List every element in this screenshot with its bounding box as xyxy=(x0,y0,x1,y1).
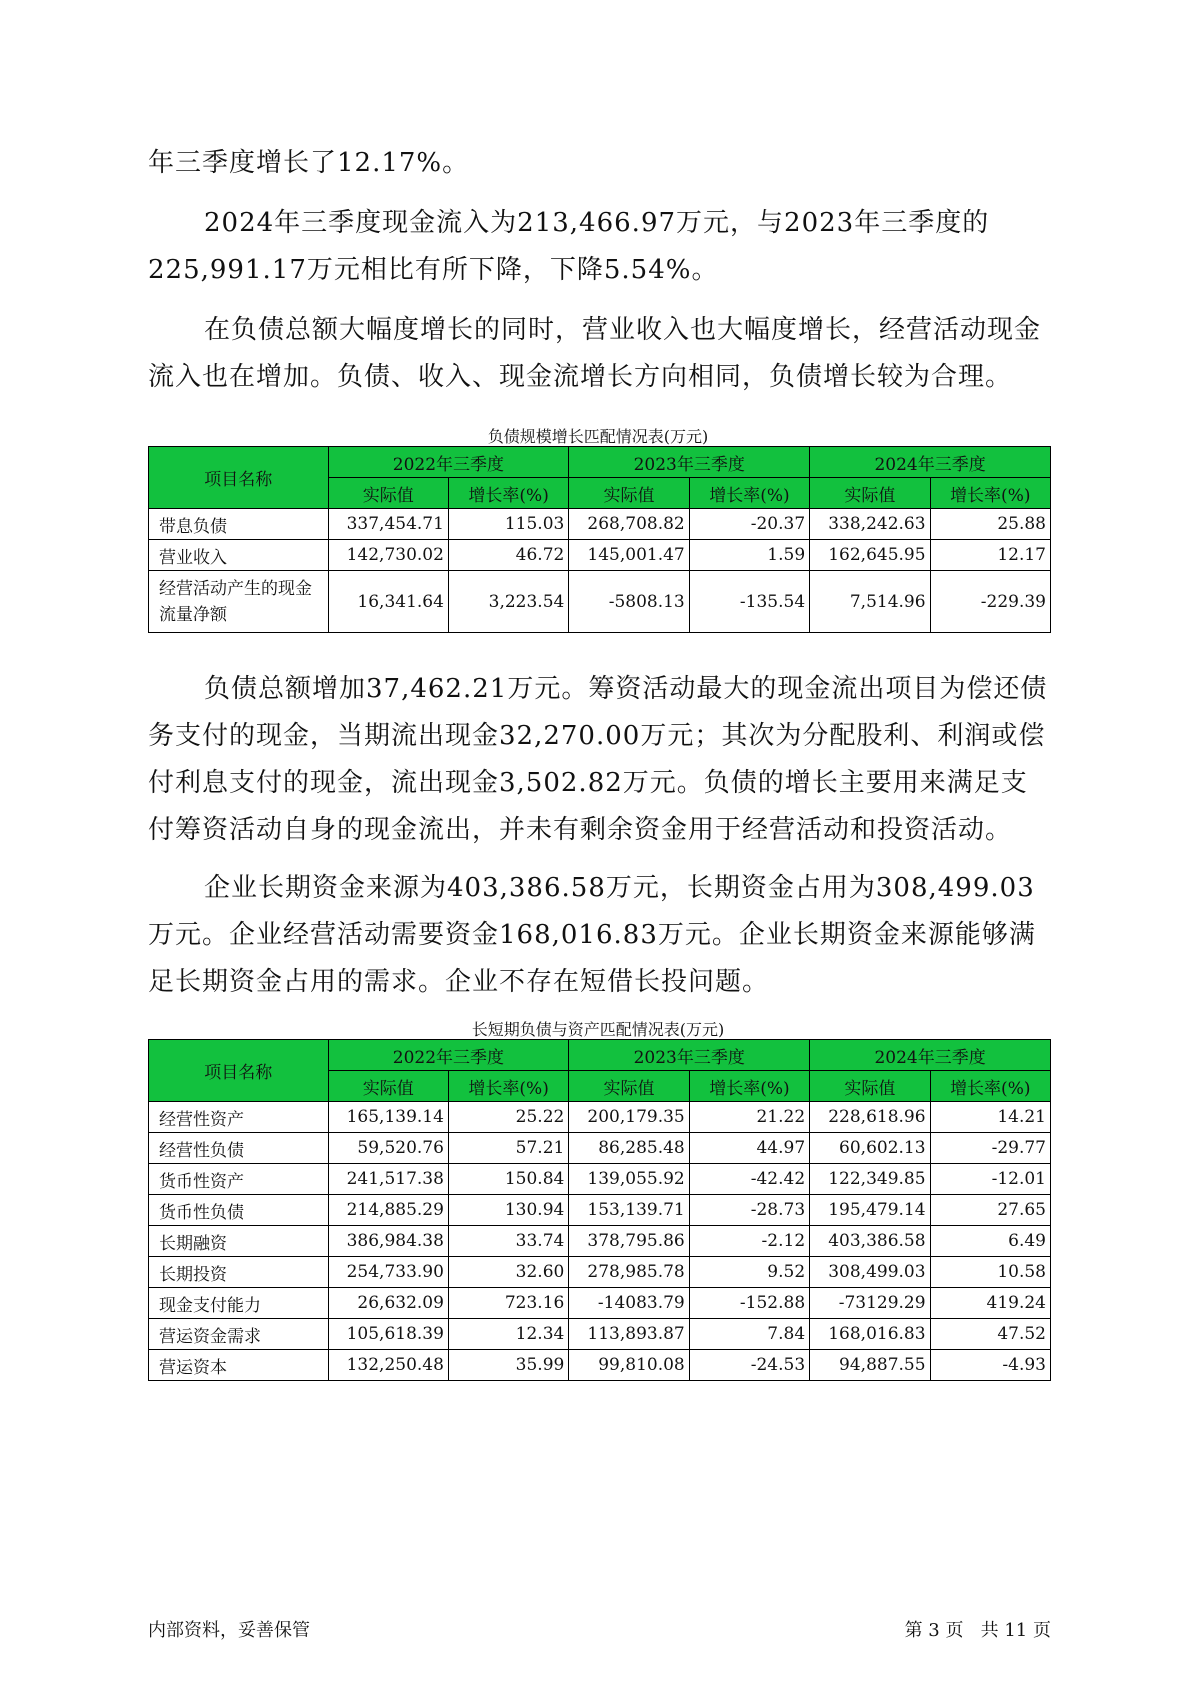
table1-caption: 负债规模增长匹配情况表(万元) xyxy=(487,427,709,446)
table2-caption: 长短期负债与资产匹配情况表(万元) xyxy=(471,1020,725,1039)
table-row xyxy=(149,1257,1051,1288)
cell-actual-value: 139,055.92 xyxy=(569,1164,689,1195)
header-growth-rate: 增长率(%) xyxy=(930,1071,1050,1102)
cell-actual-value: 16,341.64 xyxy=(328,571,448,633)
header-period-2024: 2024年三季度 xyxy=(810,447,1051,478)
table-row xyxy=(149,1319,1051,1350)
cell-actual-value: 308,499.03 xyxy=(810,1257,930,1288)
header-item-name: 项目名称 xyxy=(149,447,329,509)
header-period-2022: 2022年三季度 xyxy=(328,447,569,478)
cell-growth-rate: -42.42 xyxy=(689,1164,809,1195)
header-growth-rate: 增长率(%) xyxy=(448,1071,568,1102)
header-item-name: 项目名称 xyxy=(149,1040,329,1102)
paragraph-2: 2024年三季度现金流入为213,466.97万元，与2023年三季度的225,991.17万元相比有所下降，下降5.54%。 xyxy=(148,208,990,285)
paragraph-1: 年三季度增长了12.17%。 xyxy=(148,148,470,178)
cell-growth-rate: 57.21 xyxy=(448,1133,568,1164)
cell-actual-value: 228,618.96 xyxy=(810,1102,930,1133)
cell-actual-value: -14083.79 xyxy=(569,1288,689,1319)
header-actual-value: 实际值 xyxy=(810,478,930,509)
cell-actual-value: 142,730.02 xyxy=(328,540,448,571)
table-row xyxy=(149,1288,1051,1319)
header-period-2022: 2022年三季度 xyxy=(328,1040,569,1071)
row-item-name: 现金支付能力 xyxy=(149,1288,329,1319)
cell-actual-value: 99,810.08 xyxy=(569,1350,689,1381)
table-row xyxy=(149,1164,1051,1195)
cell-actual-value: 59,520.76 xyxy=(328,1133,448,1164)
cell-actual-value: 94,887.55 xyxy=(810,1350,930,1381)
cell-actual-value: 278,985.78 xyxy=(569,1257,689,1288)
cell-actual-value: 195,479.14 xyxy=(810,1195,930,1226)
cell-actual-value: 403,386.58 xyxy=(810,1226,930,1257)
cell-growth-rate: 419.24 xyxy=(930,1288,1050,1319)
cell-growth-rate: 7.84 xyxy=(689,1319,809,1350)
cell-growth-rate: 130.94 xyxy=(448,1195,568,1226)
cell-actual-value: 165,139.14 xyxy=(328,1102,448,1133)
row-item-name: 货币性资产 xyxy=(149,1164,329,1195)
cell-growth-rate: 9.52 xyxy=(689,1257,809,1288)
cell-actual-value: 268,708.82 xyxy=(569,509,689,540)
cell-actual-value: 105,618.39 xyxy=(328,1319,448,1350)
table-row xyxy=(149,571,1051,633)
cell-actual-value: 337,454.71 xyxy=(328,509,448,540)
row-item-name: 长期投资 xyxy=(149,1257,329,1288)
cell-actual-value: -5808.13 xyxy=(569,571,689,633)
header-actual-value: 实际值 xyxy=(328,478,448,509)
header-actual-value: 实际值 xyxy=(569,1071,689,1102)
cell-growth-rate: 46.72 xyxy=(448,540,568,571)
cell-growth-rate: -24.53 xyxy=(689,1350,809,1381)
cell-growth-rate: 12.34 xyxy=(448,1319,568,1350)
cell-actual-value: 86,285.48 xyxy=(569,1133,689,1164)
cell-growth-rate: 25.22 xyxy=(448,1102,568,1133)
cell-growth-rate: -29.77 xyxy=(930,1133,1050,1164)
cell-actual-value: 7,514.96 xyxy=(810,571,930,633)
cell-growth-rate: 10.58 xyxy=(930,1257,1050,1288)
table-row xyxy=(149,540,1051,571)
cell-growth-rate: -2.12 xyxy=(689,1226,809,1257)
paragraph-3: 在负债总额大幅度增长的同时，营业收入也大幅度增长，经营活动现金流入也在增加。负债、收入、现金流增长方向相同，负债增长较为合理。 xyxy=(148,315,1042,392)
header-period-2023: 2023年三季度 xyxy=(569,447,810,478)
cell-growth-rate: -4.93 xyxy=(930,1350,1050,1381)
cell-actual-value: 338,242.63 xyxy=(810,509,930,540)
header-growth-rate: 增长率(%) xyxy=(930,478,1050,509)
cell-actual-value: -73129.29 xyxy=(810,1288,930,1319)
cell-actual-value: 168,016.83 xyxy=(810,1319,930,1350)
row-item-name: 营业收入 xyxy=(149,540,329,571)
cell-actual-value: 122,349.85 xyxy=(810,1164,930,1195)
header-actual-value: 实际值 xyxy=(569,478,689,509)
header-growth-rate: 增长率(%) xyxy=(448,478,568,509)
cell-growth-rate: 12.17 xyxy=(930,540,1050,571)
header-period-2023: 2023年三季度 xyxy=(569,1040,810,1071)
row-item-name: 营运资本 xyxy=(149,1350,329,1381)
table-row xyxy=(149,1102,1051,1133)
cell-growth-rate: 33.74 xyxy=(448,1226,568,1257)
footer-page-number: 第 3 页 共 11 页 xyxy=(904,1620,1051,1641)
long-short-match-table xyxy=(148,1039,1051,1381)
cell-growth-rate: 47.52 xyxy=(930,1319,1050,1350)
cell-actual-value: 241,517.38 xyxy=(328,1164,448,1195)
cell-actual-value: 214,885.29 xyxy=(328,1195,448,1226)
cell-actual-value: 386,984.38 xyxy=(328,1226,448,1257)
cell-actual-value: 113,893.87 xyxy=(569,1319,689,1350)
header-actual-value: 实际值 xyxy=(328,1071,448,1102)
header-actual-value: 实际值 xyxy=(810,1071,930,1102)
cell-growth-rate: 1.59 xyxy=(689,540,809,571)
cell-growth-rate: 25.88 xyxy=(930,509,1050,540)
cell-growth-rate: 21.22 xyxy=(689,1102,809,1133)
cell-growth-rate: 32.60 xyxy=(448,1257,568,1288)
cell-growth-rate: -229.39 xyxy=(930,571,1050,633)
row-item-name: 长期融资 xyxy=(149,1226,329,1257)
paragraph-4: 负债总额增加37,462.21万元。筹资活动最大的现金流出项目为偿还债务支付的现金，当期流出现金32,270.00万元；其次为分配股利、利润或偿付利息支付的现金，流出现金3,502.82万元。负债的增长主要用来满足支付筹资活动自身的现金流出，并未有剩余资金用于经营活动和投资活动。 xyxy=(148,674,1048,845)
cell-actual-value: 132,250.48 xyxy=(328,1350,448,1381)
cell-growth-rate: 150.84 xyxy=(448,1164,568,1195)
cell-actual-value: 162,645.95 xyxy=(810,540,930,571)
table-row xyxy=(149,1350,1051,1381)
header-growth-rate: 增长率(%) xyxy=(689,1071,809,1102)
debt-growth-table xyxy=(148,446,1051,633)
cell-growth-rate: -12.01 xyxy=(930,1164,1050,1195)
row-item-name: 货币性负债 xyxy=(149,1195,329,1226)
row-item-name: 经营性负债 xyxy=(149,1133,329,1164)
cell-actual-value: 378,795.86 xyxy=(569,1226,689,1257)
header-growth-rate: 增长率(%) xyxy=(689,478,809,509)
cell-actual-value: 26,632.09 xyxy=(328,1288,448,1319)
cell-growth-rate: 44.97 xyxy=(689,1133,809,1164)
table-row xyxy=(149,509,1051,540)
header-period-2024: 2024年三季度 xyxy=(810,1040,1051,1071)
row-item-name: 经营活动产生的现金流量净额 xyxy=(149,571,329,633)
cell-growth-rate: 6.49 xyxy=(930,1226,1050,1257)
cell-growth-rate: -28.73 xyxy=(689,1195,809,1226)
cell-growth-rate: 3,223.54 xyxy=(448,571,568,633)
cell-growth-rate: -135.54 xyxy=(689,571,809,633)
paragraph-5: 企业长期资金来源为403,386.58万元，长期资金占用为308,499.03万元。企业经营活动需要资金168,016.83万元。企业长期资金来源能够满足长期资金占用的需求。企业不存在短借长投问题。 xyxy=(148,873,1036,997)
cell-growth-rate: 115.03 xyxy=(448,509,568,540)
cell-growth-rate: 723.16 xyxy=(448,1288,568,1319)
table-row xyxy=(149,1133,1051,1164)
cell-actual-value: 145,001.47 xyxy=(569,540,689,571)
table-row xyxy=(149,1226,1051,1257)
cell-growth-rate: 27.65 xyxy=(930,1195,1050,1226)
cell-growth-rate: -152.88 xyxy=(689,1288,809,1319)
table-row xyxy=(149,1195,1051,1226)
cell-growth-rate: 35.99 xyxy=(448,1350,568,1381)
cell-growth-rate: -20.37 xyxy=(689,509,809,540)
row-item-name: 经营性资产 xyxy=(149,1102,329,1133)
row-item-name: 营运资金需求 xyxy=(149,1319,329,1350)
footer-confidential-note: 内部资料，妥善保管 xyxy=(148,1620,310,1641)
cell-growth-rate: 14.21 xyxy=(930,1102,1050,1133)
row-item-name: 带息负债 xyxy=(149,509,329,540)
cell-actual-value: 254,733.90 xyxy=(328,1257,448,1288)
cell-actual-value: 200,179.35 xyxy=(569,1102,689,1133)
cell-actual-value: 60,602.13 xyxy=(810,1133,930,1164)
cell-actual-value: 153,139.71 xyxy=(569,1195,689,1226)
